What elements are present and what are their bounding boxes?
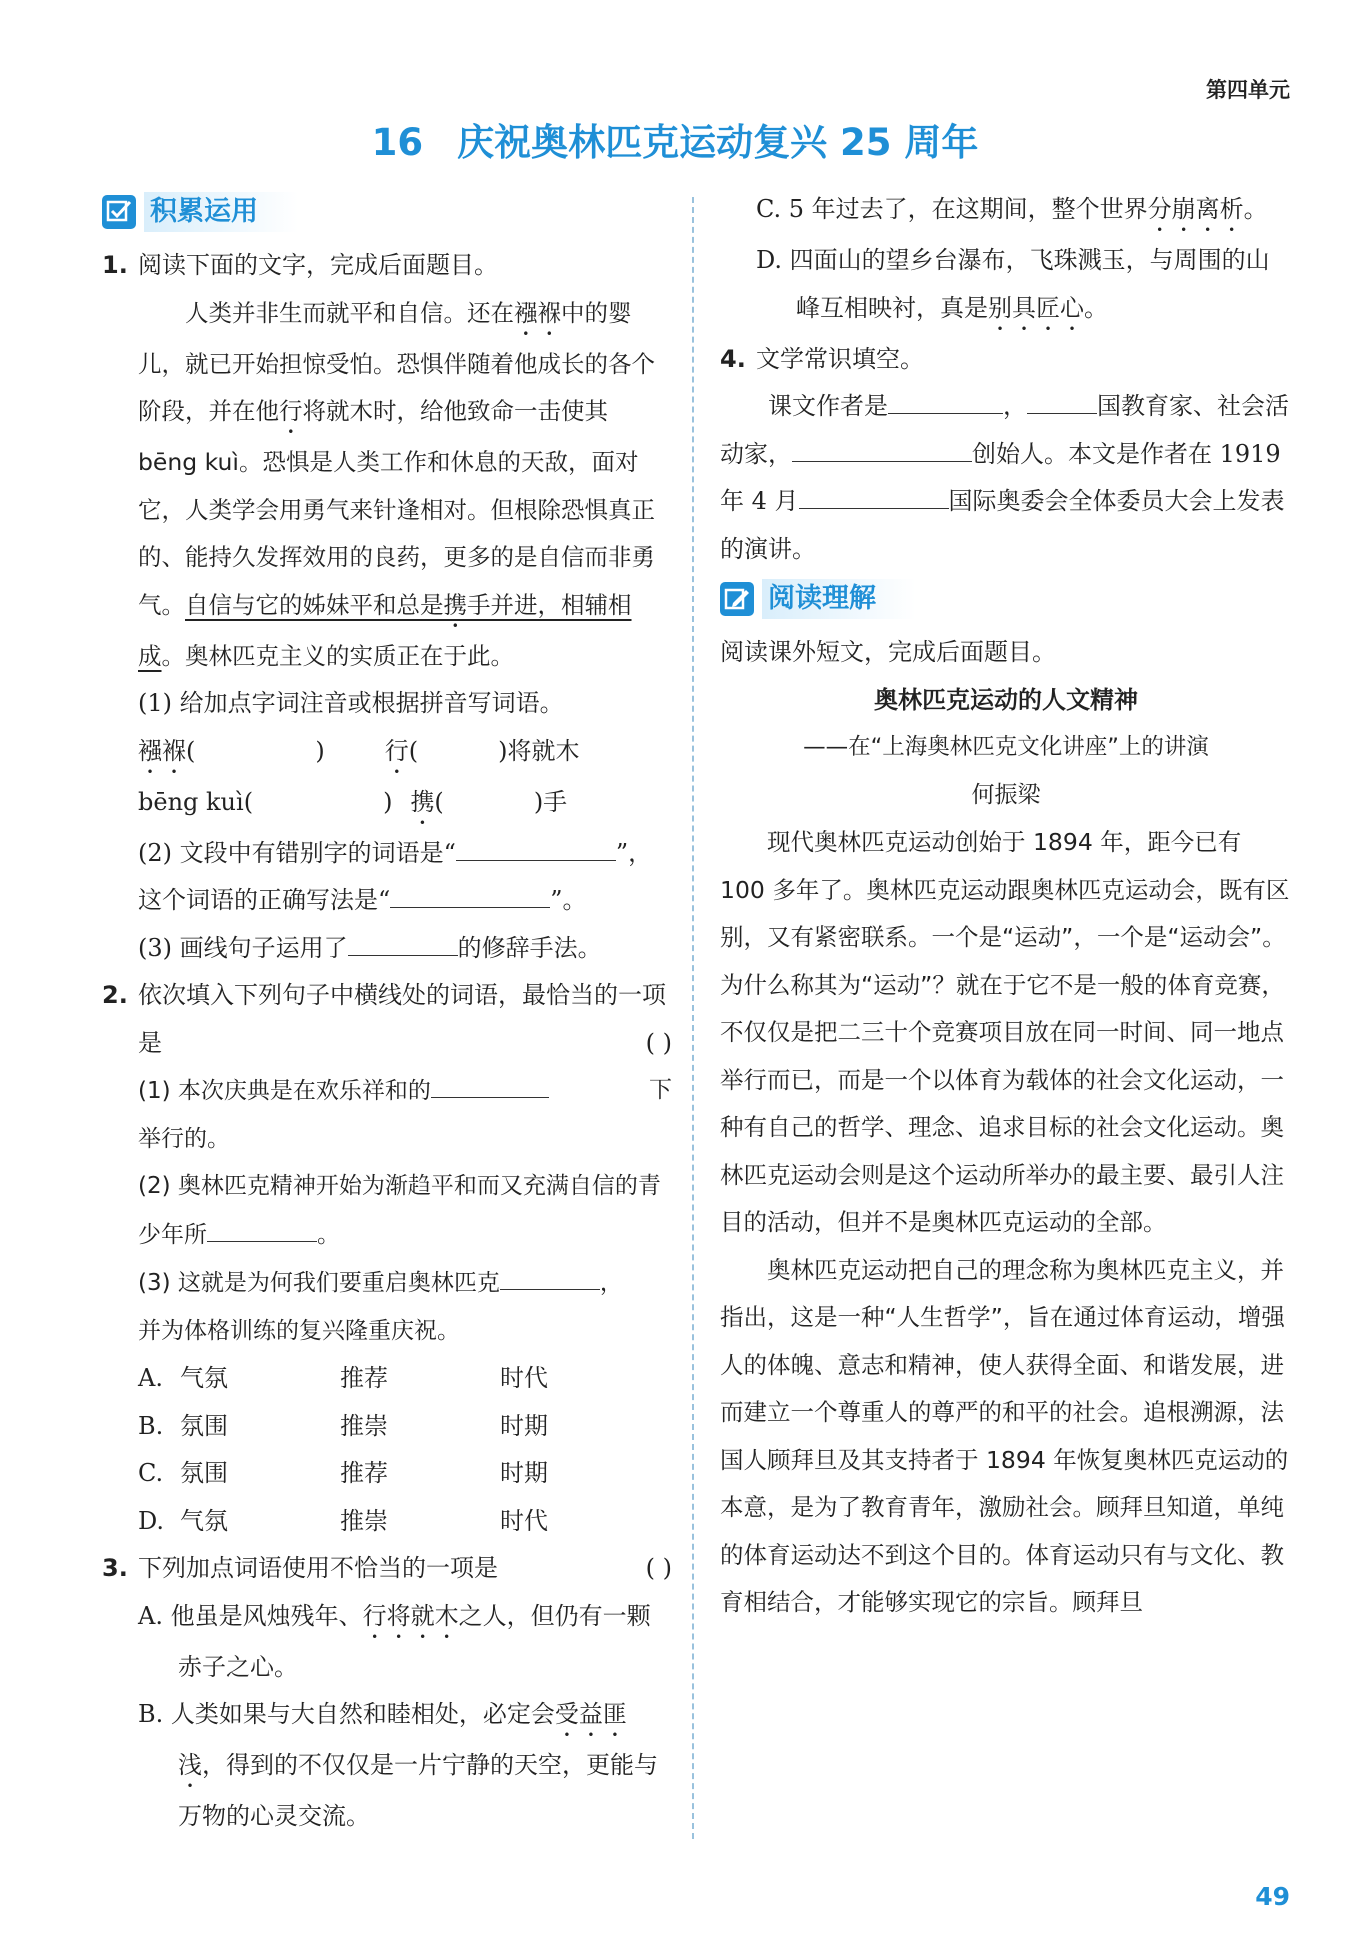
section-accumulate-label: 积累运用 [144,192,298,232]
option-C[interactable] [138,1450,672,1498]
option-label: B. [138,1411,164,1440]
question-2-s1-l2: 举行的。 [138,1125,230,1152]
fill-item: ) [383,787,393,816]
lesson-title [0,112,1350,166]
option-label: D. [138,1506,165,1535]
article-paragraph-1: 现代奥林匹克运动创始于 1894 年，距今已有 100 多年了。奥林匹克运动跟奥林匹克运动会，既有区别，又有紧密联系。一个是“运动”，一个是“运动会”。为什么称其为“运动”？就在于它不是一般的体育竞赛，不仅仅是把二三十个竞赛项目放在同一时间、同一地点举行而已，而是一个以体育为载体的社会文化运动，一种有自己的哲学、理念、追求目标的社会文化运动。奥林匹克运动会则是这个运动所举办的最主要、最引人注目的活动，但并不是奥林匹克运动的全部。 [720,828,1290,1236]
question-3-option-B[interactable] [138,1691,672,1841]
option-text: B. 人类如果与大自然和睦相处，必定会 [138,1700,555,1728]
question-2-s3 [138,1259,672,1308]
answer-paren[interactable]: ( ) [645,1028,672,1057]
answer-blank[interactable] [207,1211,317,1242]
sub2-text: ”， [615,838,653,867]
question-1-prompt: 阅读下面的文字，完成后面题目。 [138,251,498,279]
question-3-number: 3. [102,1554,128,1582]
option-text: 。 [1243,195,1268,223]
right-column [720,186,1292,1627]
question-2 [102,972,672,1545]
option-word: 气氛 [180,1506,228,1535]
option-D[interactable] [138,1498,672,1546]
passage-dotted-word: 行 [279,397,303,425]
s-text: ， [599,1270,623,1296]
option-dotted-word: 行将就木 [362,1601,459,1630]
question-2-number: 2. [102,981,128,1009]
question-1-sub1-row2 [138,779,672,830]
question-1-sub1: (1) 给加点字词注音或根据拼音写词语。 [138,689,564,717]
answer-blank[interactable] [431,1067,549,1098]
passage-dotted-word: 襁褓 [514,298,561,327]
q4-text: ， [1003,392,1027,420]
question-4-prompt: 文学常识填空。 [756,344,924,373]
fill-item: )手 [533,787,568,816]
passage-dotted-word: 携 [443,590,467,619]
question-1-number: 1. [102,251,128,279]
question-2-s1 [138,1067,672,1116]
answer-blank[interactable] [456,830,616,861]
question-3-prompt-text: 下列加点词语使用不恰当的一项是 [138,1554,498,1582]
option-word: 时期 [500,1459,548,1487]
sub3-text: 的修辞手法。 [457,933,602,962]
checkmark-icon [102,195,136,229]
passage-text: 将就木时，给他致命一击使其 bēng kuì。恐惧是人类工作和休息的天敌，面对它，人类学会用勇气来针逢相对。但根除恐惧真正的、能持久发挥效用的良药，更多的是自信而非勇气。 [138,397,655,619]
option-word: 气氛 [180,1364,228,1392]
question-2-s2 [138,1163,672,1259]
page-number: 49 [1255,1882,1290,1911]
option-text: A. 他虽是风烛残年、 [138,1601,363,1630]
column-divider [692,197,694,1839]
option-text: C. 5 年过去了，在这期间，整个世界 [756,195,1148,223]
fill-item: bēng kuì( [138,787,254,816]
question-2-s3-l2: 并为体格训练的复兴隆重庆祝。 [138,1317,460,1344]
option-A[interactable] [138,1355,672,1403]
q4-text: 国际奥委会全体委员大会上发表的演讲。 [720,487,1285,563]
option-word: 推荐 [340,1459,388,1487]
option-word: 推荐 [340,1364,388,1392]
article-subtitle: ——在“上海奥林匹克文化讲座”上的讲演 [803,734,1209,760]
option-dotted-word: 别具匠心 [988,293,1084,322]
fill-item: 行( [384,736,419,765]
option-text: ，得到的不仅仅是一片宁静的天空，更能与万物的心灵交流。 [178,1751,658,1830]
s-text: (2) 奥林匹克精神开始为渐趋平和而又充满自信的青少年所 [138,1173,661,1248]
question-2-prompt [138,972,672,1067]
option-word: 推崇 [340,1506,388,1535]
option-text: 之人，但仍有一颗赤子之心。 [178,1601,651,1681]
question-3-continued [720,186,1292,336]
sub2-text: (2) 文段中有错别字的词语是“ [138,838,456,867]
passage-text: 。奥林匹克主义的实质正在于此。 [161,641,514,670]
question-1-sub1-row1 [138,728,672,779]
option-text: D. 四面山的望乡台瀑布，飞珠溅玉，与周围的山峰互相映衬，真是 [756,246,1270,322]
question-3-option-C[interactable] [756,186,1292,237]
passage-underlined: 手并进，相辅相成 [138,590,632,670]
section-accumulate [102,186,672,238]
s-text: 下 [649,1077,672,1103]
fill-item: 襁褓( [138,736,196,765]
question-4-number: 4. [720,344,746,373]
reading-prompt: 阅读课外短文，完成后面题目。 [720,638,1056,666]
answer-blank[interactable] [390,877,550,908]
passage-text: 中的婴儿，就已开始担惊受怕。恐惧伴随着他成长的各个阶段，并在他 [138,298,655,425]
sub2-text: ”。 [550,886,587,914]
unit-label: 第四单元 [1206,78,1290,102]
answer-blank[interactable] [888,383,1003,414]
q4-text: 课文作者是 [768,392,888,420]
question-3-option-D[interactable] [756,237,1292,336]
answer-blank[interactable] [348,925,458,956]
option-word: 氛围 [180,1459,228,1487]
option-word: 氛围 [180,1411,228,1440]
option-text: 。 [1084,293,1108,322]
option-word: 时期 [500,1411,548,1440]
question-2-prompt-text: 依次填入下列句子中横线处的词语，最恰当的一项是 [138,981,666,1057]
question-4 [720,336,1292,384]
option-dotted-word: 受益匪浅 [178,1700,627,1779]
answer-blank[interactable] [500,1259,600,1290]
q4-text: 创始人。本文是作者在 1919 年 4 月 [720,439,1281,515]
fill-item: ) [315,736,325,765]
question-3 [102,1545,672,1841]
passage-text: 人类并非生而就平和自信。还在 [185,298,514,327]
question-1-sub2-line2 [138,877,672,925]
passage-underlined: 自信与它的姊妹平和总是 [185,590,444,619]
article-paragraph-2: 奥林匹克运动把自己的理念称为奥林匹克主义，并指出，这是一种“人生哲学”，旨在通过体育运动，增强人的体魄、意志和精神，使人获得全面、和谐发展，进而建立一个尊重人的尊严的和平的社会。追根溯源，法国人顾拜旦及其支持者于 1894 年恢复奥林匹克运动的本意，是为了教育青年，激励社会。顾拜旦知道，单纯的体育运动达不到这个目的。体育运动只有与文化、教育相结合，才能够实现它的宗旨。顾拜旦 [720,1255,1289,1616]
answer-blank[interactable] [799,478,949,509]
lesson-title-text: 庆祝奥林匹克运动复兴 25 周年 [457,121,979,164]
left-column [102,186,672,1841]
question-3-prompt [138,1545,672,1593]
option-B[interactable] [138,1403,672,1451]
s-text: 。 [317,1221,340,1248]
fill-item: 携( [410,787,444,816]
option-word: 推崇 [340,1411,388,1440]
q4-text: 国教育家、社会活动家， [720,392,1289,468]
question-3-option-A[interactable] [138,1593,672,1692]
option-word: 时代 [500,1506,548,1535]
sub2-text: 这个词语的正确写法是“ [138,886,391,914]
article-title: 奥林匹克运动的人文精神 [874,685,1138,714]
pencil-icon [720,582,754,616]
answer-blank[interactable] [1027,383,1097,414]
sub3-text: (3) 画线句子运用了 [138,933,348,962]
question-1-passage [138,290,672,681]
fill-item: )将就木 [498,736,580,765]
question-1-sub2 [138,830,672,878]
option-label: A. [138,1364,163,1392]
answer-paren[interactable]: ( ) [645,1554,672,1582]
option-word: 时代 [500,1364,548,1392]
s-text: (1) 本次庆典是在欢乐祥和的 [138,1078,431,1104]
article-author: 何振梁 [971,781,1041,808]
answer-blank[interactable] [792,431,972,462]
option-dotted-word: 分崩离析 [1147,195,1244,223]
question-4-body [720,383,1292,573]
s-text: (3) 这就是为何我们要重启奥林匹克 [138,1270,500,1296]
question-1 [102,242,672,972]
question-1-sub3 [138,925,672,973]
section-reading-label: 阅读理解 [762,579,916,619]
section-reading [720,573,1292,625]
option-label: C. [138,1459,164,1487]
lesson-number: 16 [371,121,424,164]
